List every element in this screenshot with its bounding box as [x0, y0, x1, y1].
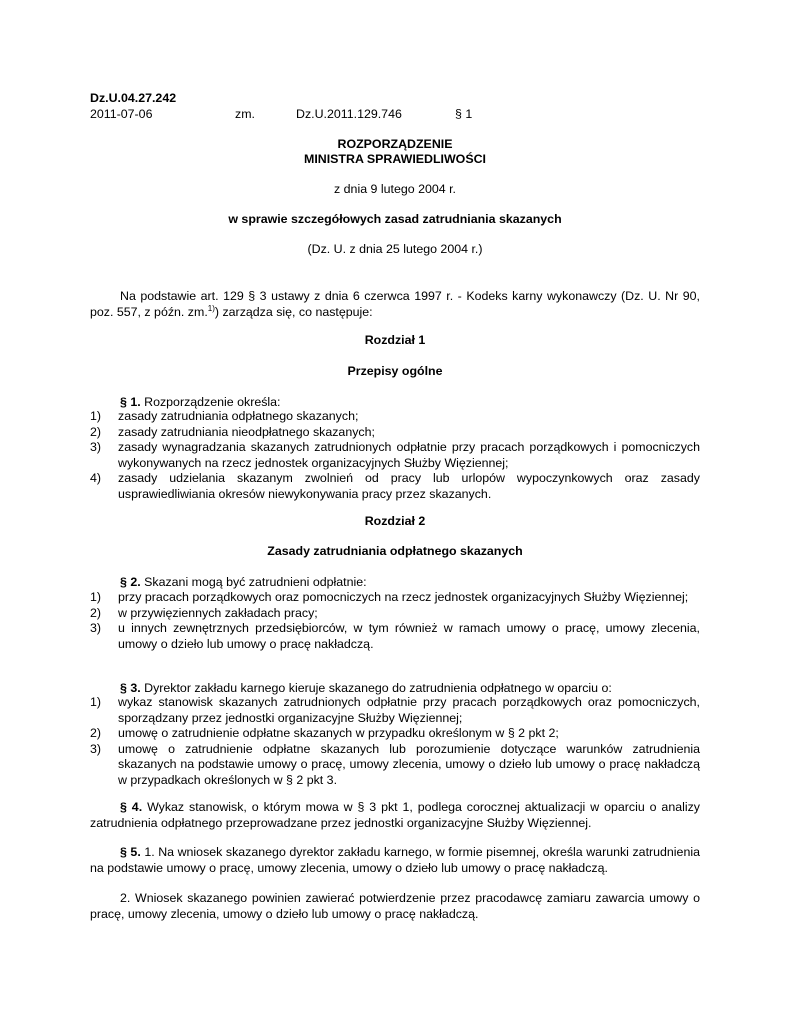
preamble: [90, 288, 700, 320]
list-item-number: 3): [90, 621, 102, 635]
para3-intro-text: Dyrektor zakładu karnego kieruje skazanego do zatrudnienia odpłatnego w oparciu o:: [144, 681, 612, 695]
chapter2-title: Zasady zatrudniania odpłatnego skazanych: [267, 544, 523, 558]
title-line1: ROZPORZĄDZENIE: [337, 137, 453, 151]
list-item: [90, 621, 700, 652]
list-item-text: zasady zatrudniania odpłatnego skazanych;: [118, 409, 359, 423]
para1-intro-text: Rozporządzenie określa:: [144, 395, 281, 409]
list-item-number: 3): [90, 741, 102, 756]
title-publication: (Dz. U. z dnia 25 lutego 2004 r.): [307, 242, 483, 256]
list-item-text: zasady wynagradzania skazanych zatrudnionych odpłatnie przy pracach porządkowych i pomocniczych wykonywanych na rzecz jednostek organizacyjnych Służby Więziennej;: [118, 440, 700, 470]
list-item: [90, 726, 700, 742]
para4-mark: § 4.: [120, 800, 143, 814]
para1-mark: § 1.: [120, 395, 141, 409]
para5-text2: 2. Wniosek skazanego powinien zawierać potwierdzenie przez pracodawcę zamiaru zawarcia umowy o pracę, umowy zlecenia, umowy o dzieło lub umowy o pracę nakładczą.: [90, 891, 700, 921]
title-line2: MINISTRA SPRAWIEDLIWOŚCI: [304, 152, 486, 166]
list-item: [90, 695, 700, 726]
para3-intro: [90, 680, 700, 696]
list-item-number: 2): [90, 726, 102, 740]
amend-reference: Dz.U.2011.129.746: [296, 107, 402, 121]
list-item: [90, 742, 700, 789]
para1-list: [90, 409, 700, 502]
doc-id: Dz.U.04.27.242: [90, 91, 177, 105]
chapter1-title: Przepisy ogólne: [347, 364, 443, 378]
para2-list: [90, 590, 700, 652]
list-item-number: 2): [90, 424, 102, 439]
preamble-text: Na podstawie art. 129 § 3 ustawy z dnia 6 czerwca 1997 r. - Kodeks karny wykonawczy (Dz. U. Nr 90, poz. 557, z późn. zm.: [90, 289, 700, 319]
para5-section1: [90, 844, 700, 876]
list-item: [90, 590, 700, 606]
list-item: [90, 409, 700, 425]
para4: [90, 799, 700, 831]
list-item-number: 1): [90, 695, 102, 709]
list-item-text: u innych zewnętrznych przedsiębiorców, w tym również w ramach umowy o pracę, umowy zlecenia, umowy o dzieło lub umowy o pracę nakładczą.: [118, 621, 700, 651]
title-date: z dnia 9 lutego 2004 r.: [334, 182, 456, 196]
para5-section2: [90, 890, 700, 922]
para4-text: Wykaz stanowisk, o którym mowa w § 3 pkt 1, podlega corocznej aktualizacji w oparciu o analizy zatrudnienia odpłatnego przeprowadzane przez jednostki organizacyjne Służby Więziennej.: [90, 800, 700, 830]
para5-text1: 1. Na wniosek skazanego dyrektor zakładu karnego, w formie pisemnej, określa warunki zatrudnienia na podstawie umowy o pracę, umowy zlecenia, umowy o dzieło lub umowy o pracę nakładczą.: [90, 845, 700, 875]
doc-date: 2011-07-06: [90, 107, 153, 121]
list-item: [90, 606, 700, 622]
list-item-text: zasady udzielania skazanym zwolnień od pracy lub urlopów wypoczynkowych oraz zasady usprawiedliwiania okresów niewykonywania pracy przez skazanych.: [118, 471, 700, 501]
list-item-number: 2): [90, 605, 102, 620]
list-item: [90, 471, 700, 502]
list-item-text: w przywięziennych zakładach pracy;: [118, 605, 318, 620]
list-item-text: przy pracach porządkowych oraz pomocniczych na rzecz jednostek organizacyjnych Służby Więziennej;: [118, 590, 689, 604]
chapter2-label: Rozdział 2: [364, 514, 426, 528]
list-item-text: umowę o zatrudnienie odpłatne skazanych w przypadku określonym w § 2 pkt 2;: [118, 726, 559, 740]
list-item-number: 1): [90, 590, 102, 604]
para3-list: [90, 695, 700, 788]
para2-intro: [90, 574, 700, 590]
list-item: [90, 425, 700, 441]
list-item-number: 4): [90, 471, 102, 485]
list-item-text: zasady zatrudniania nieodpłatnego skazanych;: [118, 424, 375, 439]
para5-mark: § 5.: [120, 845, 141, 859]
footnote-ref[interactable]: 1): [207, 303, 215, 313]
preamble-text-end: ) zarządza się, co następuje:: [214, 305, 373, 319]
para2-mark: § 2.: [120, 575, 141, 589]
chapter1-label: Rozdział 1: [364, 333, 426, 347]
list-item-number: 1): [90, 409, 102, 423]
para3-mark: § 3.: [120, 681, 141, 695]
list-item-text: umowę o zatrudnienie odpłatne skazanych lub porozumienie dotyczące warunków zatrudnienia skazanych na podstawie umowy o pracę, umowy zlecenia, umowy o dzieło lub umowy o pracę nakładczą w przypadkach określonych w § 2 pkt 3.: [118, 741, 700, 787]
list-item-number: 3): [90, 440, 102, 454]
para1-intro: [90, 394, 700, 410]
title-subject: w sprawie szczegółowych zasad zatrudniania skazanych: [228, 212, 562, 226]
section-mark: § 1: [455, 107, 473, 121]
amend-label: zm.: [235, 107, 255, 121]
list-item: [90, 440, 700, 471]
list-item-text: wykaz stanowisk skazanych zatrudnionych odpłatnie przy pracach porządkowych oraz pomocniczych, sporządzany przez jednostki organizacyjne Służby Więziennej;: [118, 695, 700, 725]
para2-intro-text: Skazani mogą być zatrudnieni odpłatnie:: [144, 575, 367, 589]
